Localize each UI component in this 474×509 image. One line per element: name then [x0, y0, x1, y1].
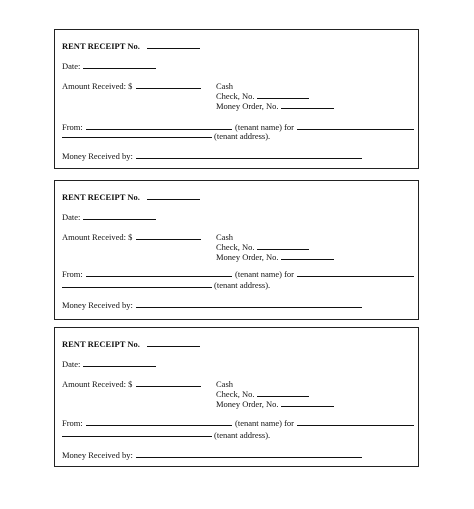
date-field[interactable]: [83, 366, 156, 367]
money-received-by-field[interactable]: [136, 158, 362, 159]
rent-receipt-1: [54, 29, 419, 169]
tenant-name-label: (tenant name) for: [235, 418, 294, 428]
money-received-by-label: Money Received by:: [62, 151, 133, 161]
tenant-name-field[interactable]: [86, 129, 232, 130]
date-label: Date:: [62, 359, 81, 369]
rent-period-field[interactable]: [297, 276, 414, 277]
check-label: Check, No.: [216, 242, 255, 252]
from-label: From:: [62, 122, 83, 132]
amount-received-field[interactable]: [136, 386, 201, 387]
date-label: Date:: [62, 61, 81, 71]
tenant-name-field[interactable]: [86, 425, 232, 426]
money-order-label: Money Order, No.: [216, 101, 279, 111]
receipt-number-field[interactable]: [147, 199, 200, 200]
rent-period-field[interactable]: [297, 425, 414, 426]
rent-receipt-2: [54, 180, 419, 320]
money-received-by-label: Money Received by:: [62, 300, 133, 310]
money-received-by-field[interactable]: [136, 307, 362, 308]
money-received-by-field[interactable]: [136, 457, 362, 458]
receipt-title: RENT RECEIPT No.: [62, 339, 140, 349]
rent-receipt-3: [54, 327, 419, 467]
receipt-title: RENT RECEIPT No.: [62, 41, 140, 51]
check-label: Check, No.: [216, 389, 255, 399]
money-order-label: Money Order, No.: [216, 399, 279, 409]
cash-label: Cash: [216, 81, 233, 91]
tenant-address-label: (tenant address).: [214, 430, 271, 440]
tenant-name-label: (tenant name) for: [235, 122, 294, 132]
amount-received-label: Amount Received: $: [62, 379, 133, 389]
tenant-name-field[interactable]: [86, 276, 232, 277]
amount-received-label: Amount Received: $: [62, 232, 133, 242]
check-number-field[interactable]: [257, 396, 309, 397]
tenant-address-label: (tenant address).: [214, 280, 271, 290]
receipt-title: RENT RECEIPT No.: [62, 192, 140, 202]
amount-received-field[interactable]: [136, 88, 201, 89]
cash-label: Cash: [216, 232, 233, 242]
tenant-address-field[interactable]: [62, 287, 212, 288]
receipt-number-field[interactable]: [147, 48, 200, 49]
rent-period-field[interactable]: [297, 129, 414, 130]
date-field[interactable]: [83, 219, 156, 220]
money-order-label: Money Order, No.: [216, 252, 279, 262]
money-received-by-label: Money Received by:: [62, 450, 133, 460]
check-number-field[interactable]: [257, 98, 309, 99]
from-label: From:: [62, 418, 83, 428]
tenant-name-label: (tenant name) for: [235, 269, 294, 279]
money-order-number-field[interactable]: [281, 406, 334, 407]
receipt-number-field[interactable]: [147, 346, 200, 347]
cash-label: Cash: [216, 379, 233, 389]
tenant-address-field[interactable]: [62, 137, 212, 138]
tenant-address-field[interactable]: [62, 436, 212, 437]
from-label: From:: [62, 269, 83, 279]
amount-received-field[interactable]: [136, 239, 201, 240]
check-number-field[interactable]: [257, 249, 309, 250]
date-label: Date:: [62, 212, 81, 222]
date-field[interactable]: [83, 68, 156, 69]
money-order-number-field[interactable]: [281, 259, 334, 260]
check-label: Check, No.: [216, 91, 255, 101]
tenant-address-label: (tenant address).: [214, 131, 271, 141]
money-order-number-field[interactable]: [281, 108, 334, 109]
amount-received-label: Amount Received: $: [62, 81, 133, 91]
